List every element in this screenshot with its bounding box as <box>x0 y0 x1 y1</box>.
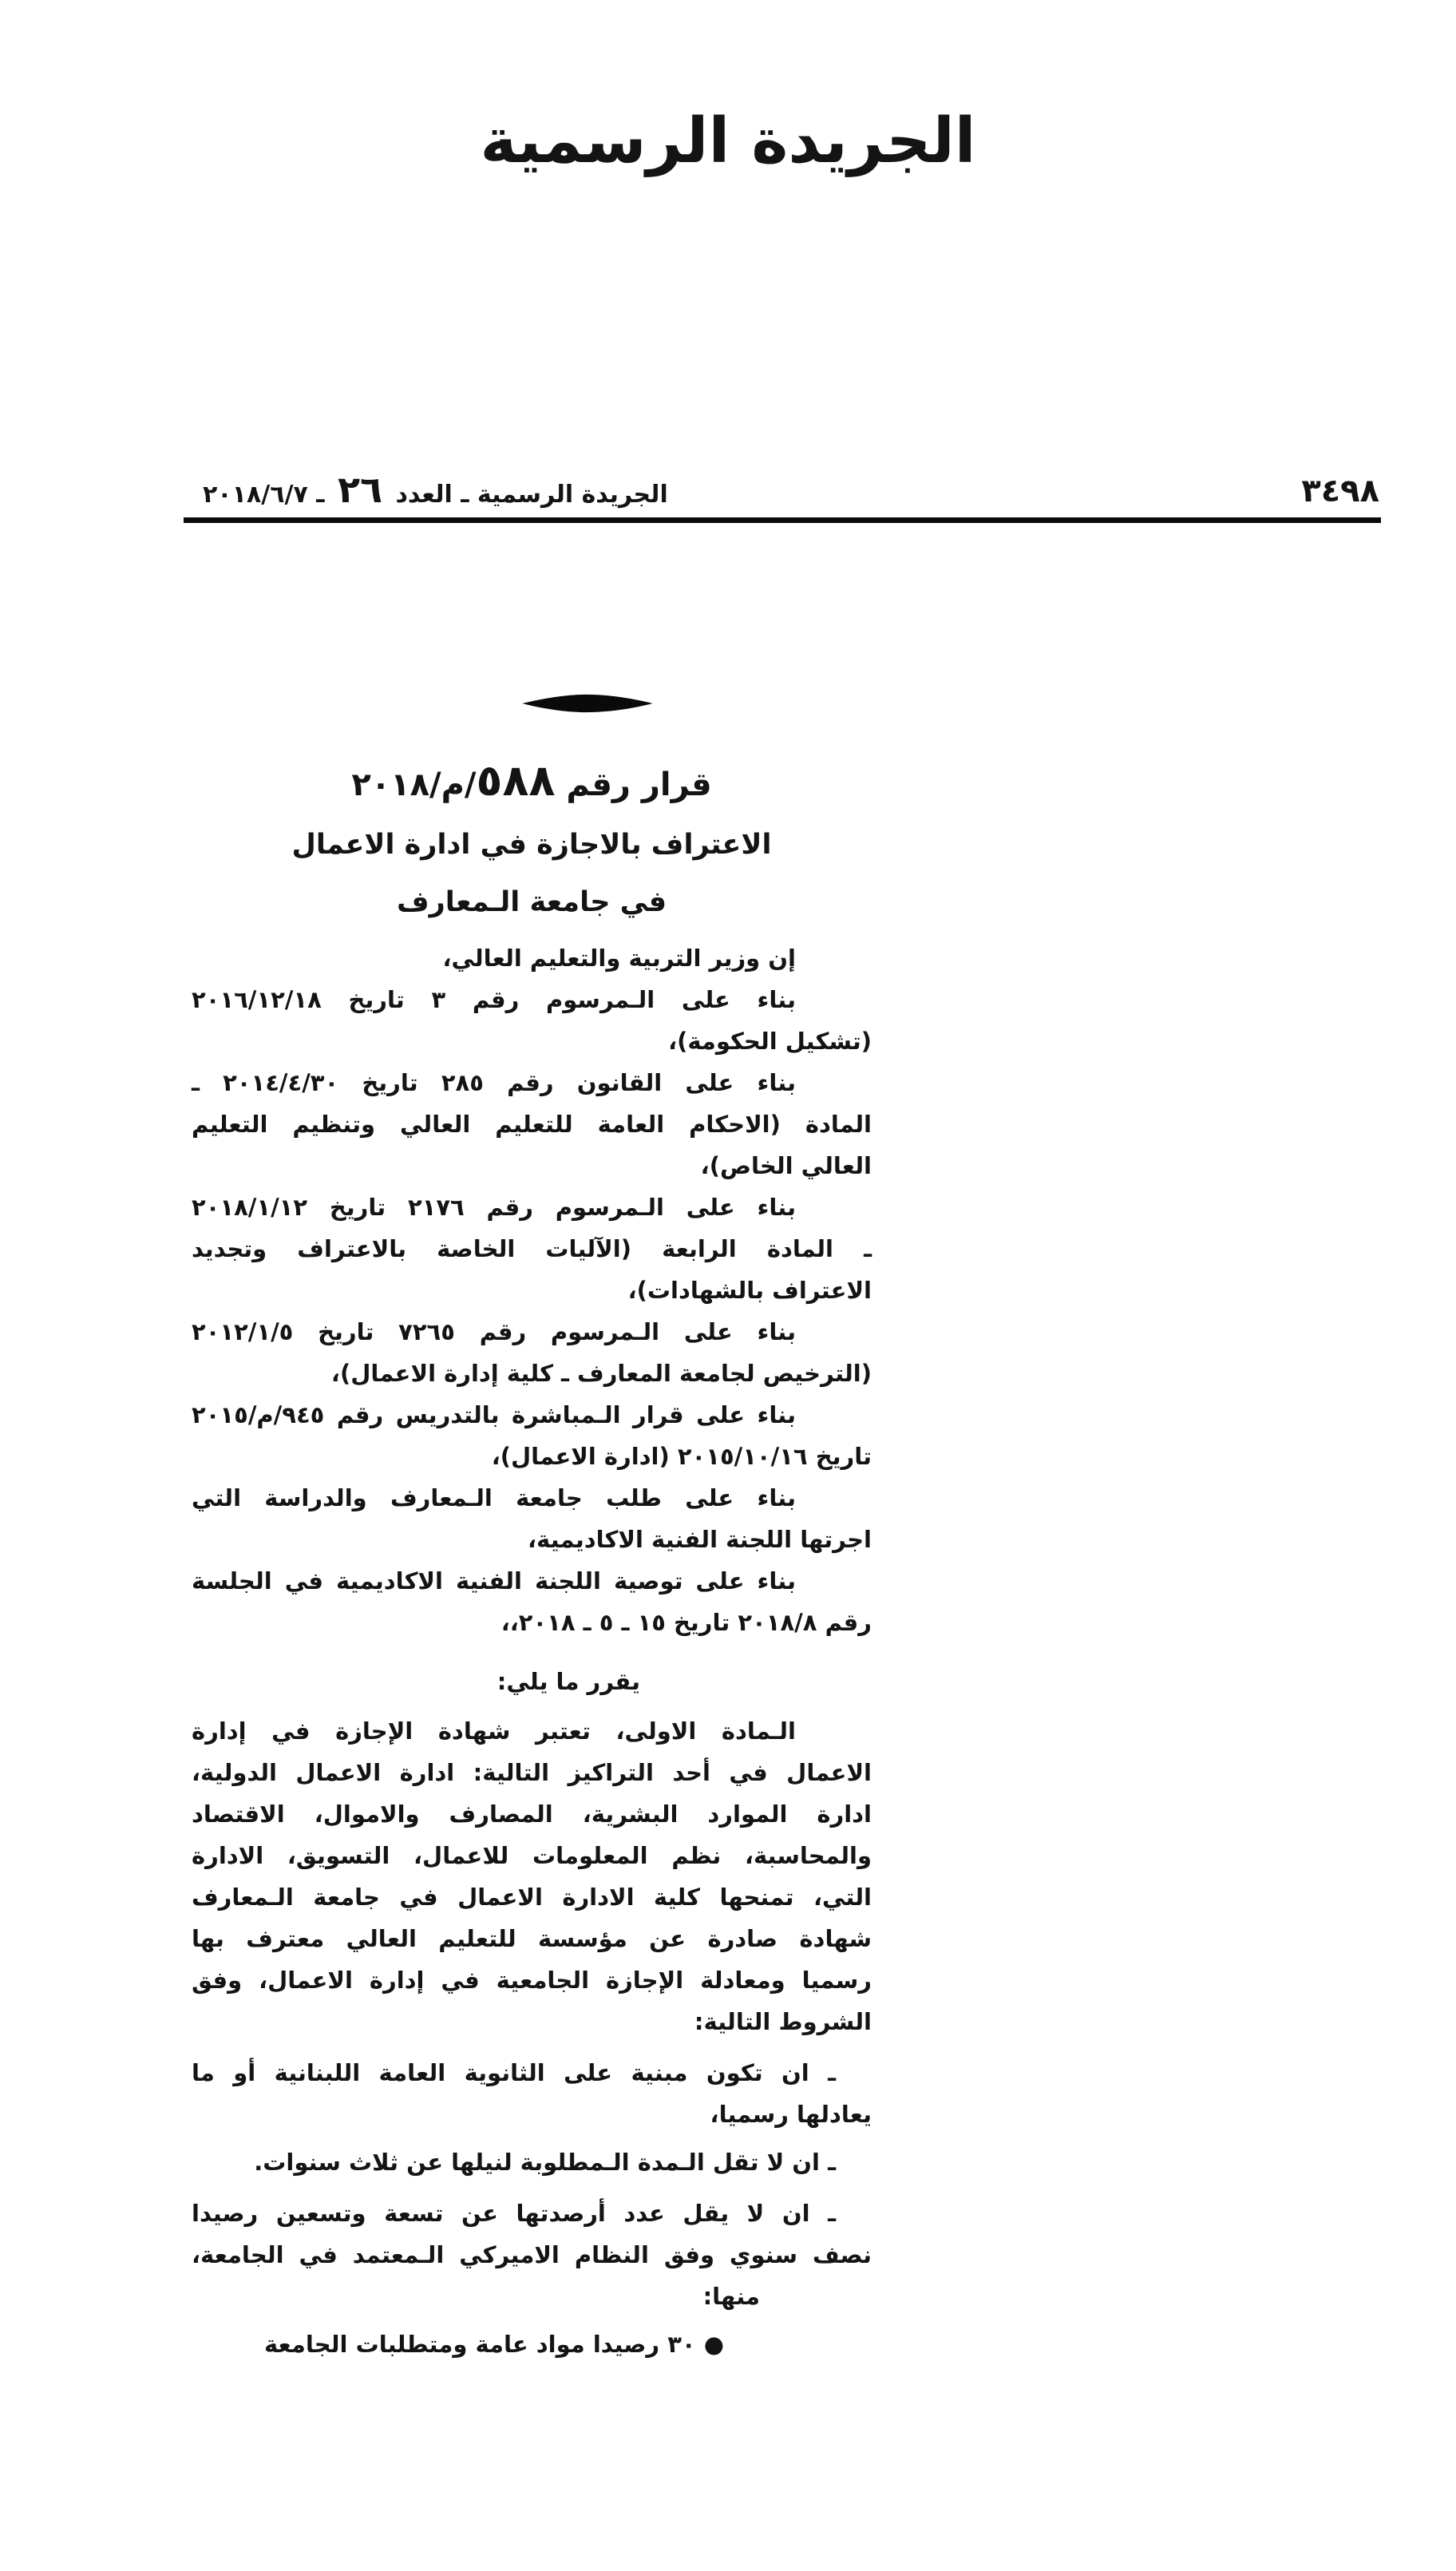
body-line: رسميا ومعادلة الإجازة الجامعية في إدارة الاعمال، وفق <box>192 1967 872 1994</box>
body-line: بناء على توصية اللجنة الفنية الاكاديمية في الجلسة <box>192 1567 796 1594</box>
body-line: (تشكيل الحكومة)، <box>668 1028 872 1055</box>
decision-heading-suffix: /م/٢٠١٨ <box>351 767 477 803</box>
body-line: ادارة الموارد البشرية، المصارف والاموال، الاقتصاد <box>192 1800 872 1828</box>
body-line: اجرتها اللجنة الفنية الاكاديمية، <box>528 1526 872 1553</box>
body-line: ـ المادة الرابعة (الآليات الخاصة بالاعتراف وتجديد <box>192 1235 872 1262</box>
body-line: بناء على قرار الـمباشرة بالتدريس رقم ٩٤٥/م/٢٠١٥ <box>192 1401 796 1428</box>
body-line: نصف سنوي وفق النظام الاميركي الـمعتمد في الجامعة، <box>192 2241 872 2268</box>
body-line: الشروط التالية: <box>694 2008 872 2035</box>
body-line: الاعتراف بالشهادات)، <box>627 1277 872 1304</box>
header-rule <box>184 517 1381 523</box>
decision-number: ٥٨٨ <box>476 755 556 806</box>
decision-content-column <box>192 693 872 2365</box>
body-line: ـ ان لا تقل الـمدة الـمطلوبة لنيلها عن ثلاث سنوات. <box>254 2149 836 2176</box>
body-line: والمحاسبة، نظم المعلومات للاعمال، التسويق، الادارة <box>192 1842 872 1869</box>
body-line: يعادلها رسميا، <box>710 2101 872 2128</box>
page-number: ٣٤٩٨ <box>1301 473 1379 509</box>
decision-number-heading <box>192 755 872 806</box>
body-line: إن وزير التربية والتعليم العالي، <box>442 945 796 972</box>
body-line: بناء على الـمرسوم رقم ٢١٧٦ تاريخ ٢٠١٨/١/١٢ <box>192 1194 796 1221</box>
body-line: بناء على الـمرسوم رقم ٧٢٦٥ تاريخ ٢٠١٢/١/٥ <box>192 1318 796 1345</box>
body-line: بناء على القانون رقم ٢٨٥ تاريخ ٢٠١٤/٤/٣٠ ـ <box>192 1069 796 1096</box>
decision-heading-prefix: قرار رقم <box>555 767 712 803</box>
issue-info-prefix: الجريدة الرسمية ـ العدد <box>387 481 668 509</box>
body-line: ـ ان لا يقل عدد أرصدتها عن تسعة وتسعين رصيدا <box>192 2200 836 2227</box>
body-line: بناء على الـمرسوم رقم ٣ تاريخ ٢٠١٦/١٢/١٨ <box>192 986 796 1013</box>
header-issue-info <box>203 468 668 511</box>
divider-ornament-icon <box>516 693 659 714</box>
body-line: الـمادة الاولى، تعتبر شهادة الإجازة في إدارة <box>192 1717 796 1745</box>
body-line: يقرر ما يلي: <box>497 1668 640 1695</box>
gazette-title: الجريدة الرسمية <box>480 105 976 177</box>
decision-subject-heading: الاعتراف بالاجازة في ادارة الاعمال <box>291 829 772 861</box>
body-line: (الترخيص لجامعة المعارف ـ كلية إدارة الاعمال)، <box>330 1360 872 1387</box>
body-line: التي، تمنحها كلية الادارة الاعمال في جامعة الـمعارف <box>192 1884 872 1911</box>
body-line: بناء على طلب جامعة الـمعارف والدراسة التي <box>192 1484 796 1511</box>
body-line: العالي الخاص)، <box>700 1152 872 1179</box>
body-line: المادة (الاحكام العامة للتعليم العالي وتنظيم التعليم <box>192 1111 872 1138</box>
body-line: شهادة صادرة عن مؤسسة للتعليم العالي معترف بها <box>192 1925 872 1952</box>
body-line: ● ٣٠ رصيدا مواد عامة ومتطلبات الجامعة <box>263 2331 724 2358</box>
issue-info-date: ـ ٢٠١٨/٦/٧ <box>203 481 333 509</box>
body-line: تاريخ ٢٠١٥/١٠/١٦ (ادارة الاعمال)، <box>491 1443 872 1470</box>
decision-body <box>192 937 872 2365</box>
body-line: رقم ٢٠١٨/٨ تاريخ ١٥ ـ ٥ ـ ٢٠١٨،، <box>500 1609 872 1636</box>
body-line: ـ ان تكون مبنية على الثانوية العامة اللبنانية أو ما <box>192 2059 836 2086</box>
body-line: منها: <box>702 2283 760 2310</box>
issue-number: ٢٦ <box>337 468 383 511</box>
body-line: الاعمال في أحد التراكيز التالية: ادارة الاعمال الدولية، <box>192 1759 872 1786</box>
decision-university-heading: في جامعة الـمعارف <box>397 886 667 918</box>
